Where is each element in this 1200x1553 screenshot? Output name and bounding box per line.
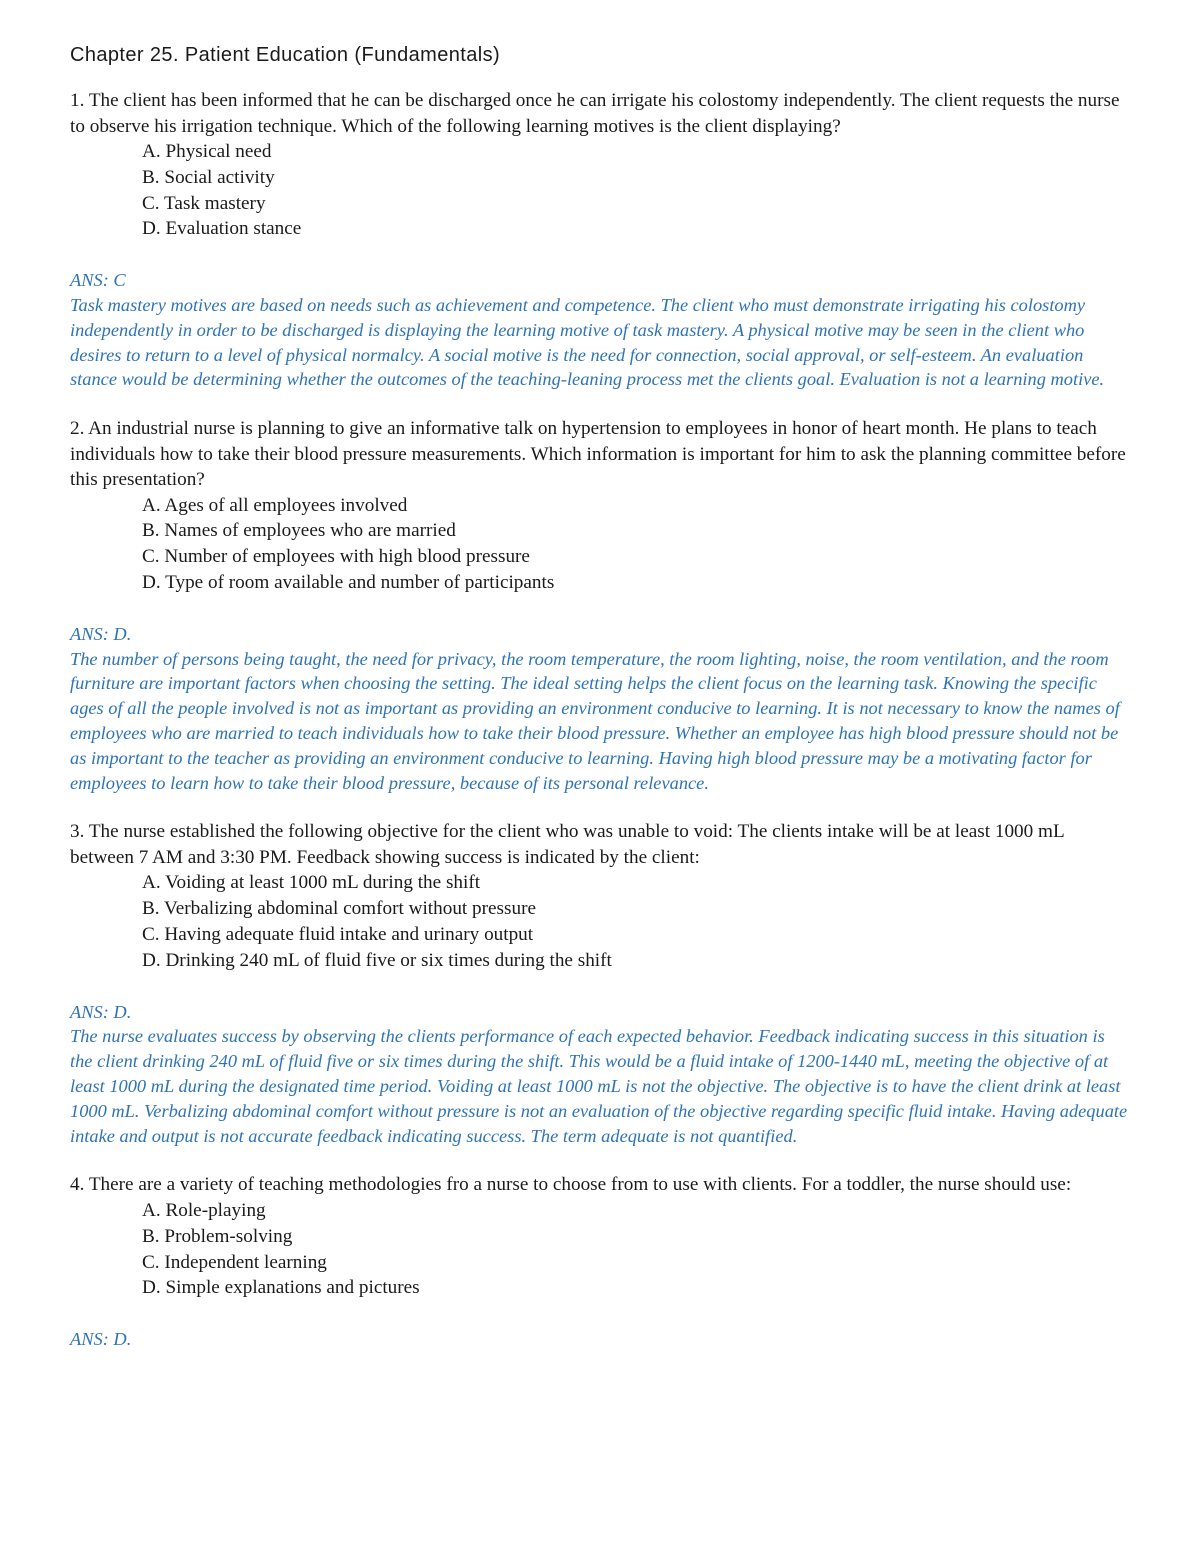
question-stem: 3. The nurse established the following objective for the client who was unable to void: The clients intake will be at least 1000 mL between 7 AM and 3:30 PM. Feedback showing success is indicated by the client:: [70, 821, 1064, 868]
option-d: D. Drinking 240 mL of fluid five or six times during the shift: [142, 949, 612, 971]
question-stem: 1. The client has been informed that he can be discharged once he can irrigate his colostomy independently. The client requests the nurse to observe his irrigation technique. Which of the following learning motives is the client displaying?: [70, 90, 1120, 137]
option-list: [70, 1198, 1130, 1301]
answer-label: ANS: C: [70, 270, 126, 291]
document-page: [70, 42, 1130, 1352]
answer-label: ANS: D.: [70, 623, 132, 644]
question-block-4: [70, 1172, 1130, 1351]
question-stem: 2. An industrial nurse is planning to give an informative talk on hypertension to employees in honor of heart month. He plans to teach individuals how to take their blood pressure measurements. Which information is important for him to ask the planning committee before this presentation?: [70, 418, 1126, 491]
option-list: [70, 870, 1130, 973]
option-a: A. Ages of all employees involved: [142, 494, 408, 516]
option-c: C. Independent learning: [142, 1251, 327, 1273]
answer-section: [70, 622, 1130, 796]
option-a: A. Physical need: [142, 141, 272, 162]
option-b: B. Social activity: [142, 166, 275, 188]
option-a: A. Voiding at least 1000 mL during the shift: [142, 872, 481, 894]
option-list: [70, 139, 1130, 242]
document-title: Chapter 25. Patient Education (Fundamentals): [70, 44, 501, 66]
answer-rationale: The number of persons being taught, the need for privacy, the room temperature, the room lighting, noise, the room ventilation, and the room furniture are important factors when choosing the setting. The ideal setting helps the client focus on the learning task. Knowing the specific ages of all the people involved is not as important as providing an environment conducive to learning. It is not necessary to know the names of employees who are married to teach individuals how to take their blood pressure. Whether an employee has high blood pressure should not be as important to the teacher as providing an environment conducive to learning. Having high blood pressure may be a motivating factor for employees to learn how to take their blood pressure, because of its personal relevance.: [70, 648, 1120, 793]
option-c: C. Task mastery: [142, 192, 266, 214]
question-block-2: [70, 416, 1130, 795]
option-c: C. Number of employees with high blood pressure: [142, 546, 530, 568]
option-b: B. Verbalizing abdominal comfort without pressure: [142, 898, 536, 920]
answer-rationale: The nurse evaluates success by observing the clients performance of each expected behavior. Feedback indicating success in this situation is the client drinking 240 mL of fluid five or six times during the shift. This would be a fluid intake of 1200-1440 mL, meeting the objective of at least 1000 mL during the designated time period. Voiding at least 1000 mL is not the objective. The objective is to have the client drink at least 1000 mL. Verbalizing abdominal comfort without pressure is not an evaluation of the objective regarding specific fluid intake. Having adequate intake and output is not accurate feedback indicating success. The term adequate is not quantified.: [70, 1026, 1128, 1146]
option-b: B. Problem-solving: [142, 1225, 293, 1247]
option-a: A. Role-playing: [142, 1199, 266, 1221]
question-stem: 4. There are a variety of teaching methodologies fro a nurse to choose from to use with clients. For a toddler, the nurse should use:: [70, 1174, 1072, 1196]
answer-section: [70, 1327, 1130, 1352]
answer-section: [70, 1000, 1130, 1149]
option-b: B. Names of employees who are married: [142, 520, 456, 542]
answer-section: [70, 268, 1130, 392]
option-d: D. Simple explanations and pictures: [142, 1277, 420, 1299]
question-block-3: [70, 819, 1130, 1148]
option-d: D. Evaluation stance: [142, 218, 302, 240]
answer-label: ANS: D.: [70, 1329, 132, 1350]
answer-rationale: Task mastery motives are based on needs such as achievement and competence. The client who must demonstrate irrigating his colostomy independently in order to be discharged is displaying the learning motive of task mastery. A physical motive may be seen in the client who desires to return to a level of physical normalcy. A social motive is the need for connection, social approval, or self-esteem. An evaluation stance would be determining whether the outcomes of the teaching-leaning process met the clients goal. Evaluation is not a learning motive.: [70, 294, 1105, 390]
option-list: [70, 493, 1130, 596]
option-d: D. Type of room available and number of participants: [142, 572, 555, 594]
question-block-1: [70, 88, 1130, 392]
answer-label: ANS: D.: [70, 1001, 132, 1022]
option-c: C. Having adequate fluid intake and urinary output: [142, 924, 534, 946]
